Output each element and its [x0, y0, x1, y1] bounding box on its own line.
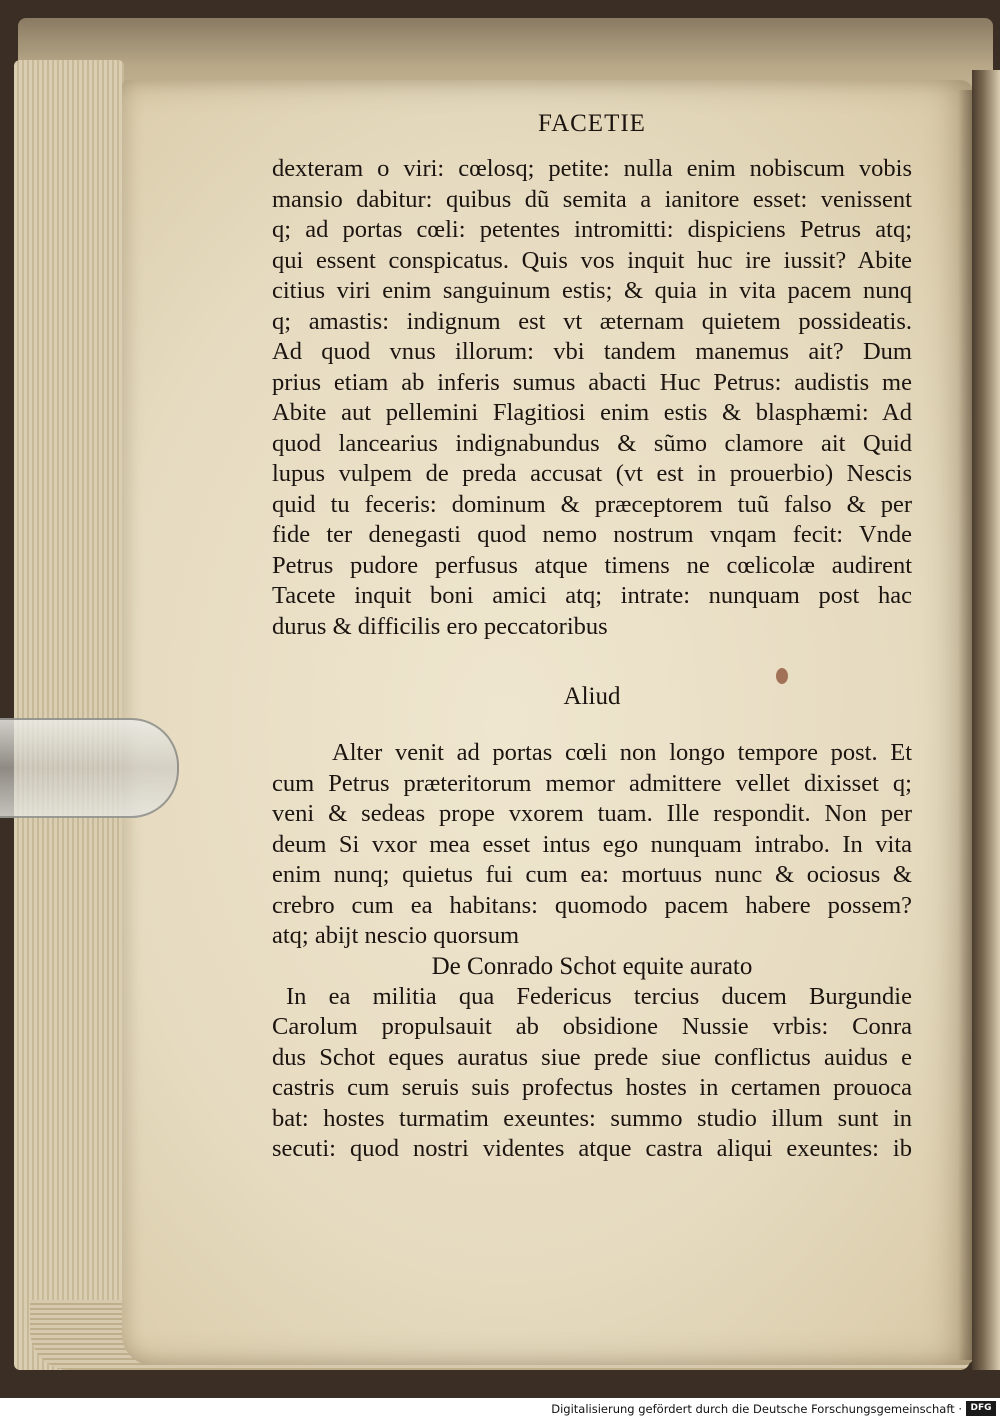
text-line: atq; abijt nescio quorsum — [272, 922, 519, 949]
text-line: crebro cum ea habitans: quomodo pacem habere possem? — [272, 891, 912, 919]
paragraph-2 — [272, 738, 912, 952]
running-head: FACETIE — [538, 110, 646, 137]
text-line: Abite aut pellemini Flagitiosi enim estis & blasphæmi: Ad — [272, 399, 912, 426]
plastic-bookmark — [0, 718, 179, 818]
text-line: citius viri enim sanguinum estis; & quia in vita pacem nunq — [272, 277, 912, 304]
text-line: Tacete inquit boni amici atq; intrate: nunquam post hac — [272, 582, 912, 609]
text-line: q; amastis: indignum est vt æternam quietem possideatis. — [272, 307, 912, 335]
paragraph-1 — [272, 154, 912, 642]
dfg-logo: DFG — [966, 1401, 996, 1416]
text-line: lupus vulpem de preda accusat (vt est in prouerbio) Nescis — [272, 460, 912, 487]
paragraph-3 — [272, 982, 912, 1165]
text-line: enim nunq; quietus fui cum ea: mortuus nunc & ociosus & — [272, 861, 912, 888]
section-heading-conrado: De Conrado Schot equite aurato — [431, 952, 753, 980]
text-line: bat: hostes turmatim exeuntes: summo studio illum sunt in — [272, 1104, 912, 1132]
text-line: quod lancearius indignabundus & sũmo clamore ait Quid — [272, 429, 912, 457]
text-line: Carolum propulsauit ab obsidione Nussie vrbis: Conra — [272, 1013, 912, 1040]
page-stack-left — [14, 60, 124, 1370]
book-gutter — [972, 70, 1000, 1370]
text-line: fide ter denegasti quod nemo nostrum vnqam fecit: Vnde — [272, 521, 912, 548]
text-line: q; ad portas cœli: petentes intromitti: dispiciens Petrus atq; — [272, 216, 912, 243]
text-line: mansio dabitur: quibus dũ semita a ianitore esset: venissent — [272, 185, 912, 213]
text-line: qui essent conspicatus. Quis vos inquit huc ire iussit? Abite — [272, 246, 912, 274]
page-text — [272, 110, 912, 1165]
text-line: secuti: quod nostri videntes atque castra aliqui exeuntes: ib — [272, 1135, 912, 1162]
section-heading-aliud: Aliud — [563, 683, 621, 710]
text-line: Ad quod vnus illorum: vbi tandem manemus ait? Dum — [272, 338, 912, 365]
text-line: cum Petrus præteritorum memor admittere vellet dixisset q; — [272, 769, 912, 797]
text-line: dexteram o viri: cœlosq; petite: nulla enim nobiscum vobis — [272, 155, 912, 182]
text-line: prius etiam ab inferis sumus abacti Huc Petrus: audistis me — [272, 368, 912, 396]
funding-credit: Digitalisierung gefördert durch die Deutsche Forschungsgemeinschaft · — [551, 1402, 962, 1416]
text-line: deum Si vxor mea esset intus ego nunquam intrabo. In vita — [272, 830, 912, 858]
text-line: dus Schot eques auratus siue prede siue conflictus auidus e — [272, 1043, 912, 1071]
text-line: durus & difficilis ero peccatoribus — [272, 612, 608, 640]
text-line: quid tu feceris: dominum & præceptorem tuũ falso & per — [272, 490, 912, 518]
text-line: veni & sedeas prope vxorem tuam. Ille respondit. Non per — [272, 800, 912, 827]
text-line: In ea militia qua Federicus tercius ducem Burgundie — [286, 982, 912, 1010]
text-line: castris cum seruis suis profectus hostes in certamen prouoca — [272, 1074, 912, 1101]
text-line: Alter venit ad portas cœli non longo tempore post. Et — [332, 739, 912, 766]
text-line: Petrus pudore perfusus atque timens ne cœlicolæ audirent — [272, 551, 912, 579]
